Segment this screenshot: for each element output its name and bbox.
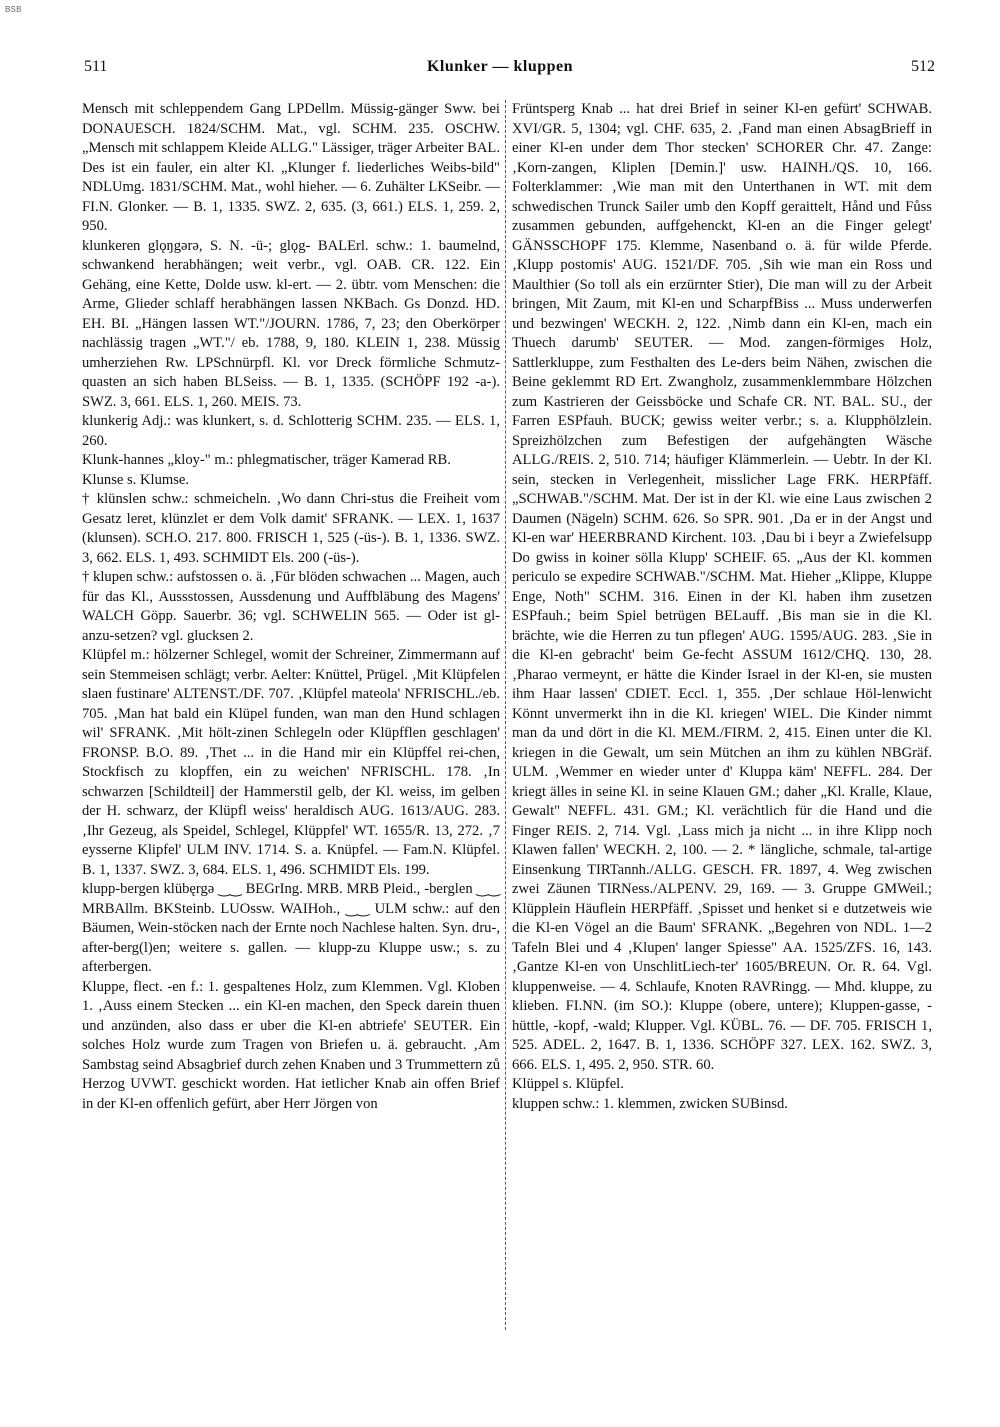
right-column	[512, 100, 932, 1114]
entry-kluppe: Kluppe, flect. -en f.: 1. gespaltenes Holz, zum Klemmen. Vgl. Kloben 1. ‚Auss einem Stecken ... ein Kl-en machen, den Speck darein thuen und anzünden, also dass er uber die Kl-en abtriefe' SEUTER. Ein solches Holz wurde zum Tragen von Briefen u. ä. gebraucht. ‚Am Sambstag seind Absagbrief durch zehen Knaben und 3 Trummettern zů Herzog UVWT. geschickt worden. Hat ietlicher Knab ain offen Brief in der Kl-en offenlich gefürt, aber Herr Jörgen von	[82, 978, 500, 1112]
entry-kluenslen: † klünslen schw.: schmeicheln. ‚Wo dann Chri-stus die Freiheit vom Gesatz leret, klünzlet er dem Volk damit' SFRANK. — LEX. 1, 1637 (klunsen). SCH.O. 217. 800. FRISCH 1, 525 (-üs-). B. 1, 1336. SWZ. 3, 662. ELS. 1, 493. SCHMIDT Els. 200 (-üs-).	[82, 491, 500, 566]
left-column	[82, 100, 500, 1114]
entry-klunse: Klunse s. Klumse.	[82, 471, 190, 488]
library-stamp: BSB	[5, 5, 22, 14]
entry-klueppel: Klüppel s. Klüpfel.	[512, 1076, 624, 1092]
entry-klunkeren: klunkeren glǫŋgǝrǝ, S. N. -ü-; glǫg- BALErl. schw.: 1. baumelnd, schwankend herabhängen; weit verbr., vgl. OAB. CR. 122. Ein Gehäng, eine Kette, Dolde usw. kl-ert. — 2. übtr. vom Menschen: die Arme, Glieder schlaff herabhängen lassen NKBach. Gs Donzd. HD. EH. BI. „Hängen lassen WT."/JOURN. 1786, 7, 23; den Oberkörper nachlässig tragen „WT."/ eb. 1788, 9, 180. KLEIN 1, 238. Müssig umherziehen Rw. LPSchnürpfl. Kl. vor Dreck förmliche Schmutz-quasten an sich haben BLSeiss. — B. 1, 1335. (SCHÖPF 192 -a-). SWZ. 3, 661. ELS. 1, 260. MEIS. 73.	[82, 237, 500, 410]
page-number-left: 511	[84, 58, 108, 75]
entry-paragraph: Mensch mit schleppendem Gang LPDellm. Müssig-gänger Sww. bei DONAUESCH. 1824/SCHM. Mat., vgl. SCHM. 235. OSCHW. „Mensch mit schlappem Kleide ALLG." Lässiger, träger Arbeiter BAL. Des ist ein fauler, ein alter Kl. „Klunger f. liederliches Weibs-bild" NDLUmg. 1831/SCHM. Mat., wohl hieher. — 6. Zuhälter LKSeibr. — FI.N. Glonker. — B. 1, 1335. SWZ. 2, 635. (3, 661.) ELS. 1, 259. 2, 950.	[82, 101, 500, 234]
entry-klupen: † klupen schw.: aufstossen o. ä. ‚Für blöden schwachen ... Magen, auch für das Kl., Aussstossen, Aussdenung und Auffbläbung des Magens' WALCH Göpp. Sauerbr. 36; vgl. SCHWELIN 565. — Oder ist gl- anzu-setzen? vgl. glucksen 2.	[82, 569, 500, 644]
entry-kluppen: kluppen schw.: 1. klemmen, zwicken SUBinsd.	[512, 1095, 788, 1112]
entry-klunk-hannes: Klunk-hannes „kloy-" m.: phlegmatischer, träger Kamerad RB.	[82, 452, 451, 468]
entry-klunkerig: klunkerig Adj.: was klunkert, s. d. Schlotterig SCHM. 235. — ELS. 1, 260.	[82, 413, 500, 449]
entry-klupp-bergen: klupp-bergen klübęrgǝ ‿‿ BEGrIng. MRB. MRB Pleid., -berglen ‿‿ MRBAllm. BKSteinb. LUOssw. WAIHoh., ‿‿ ULM schw.: auf den Bäumen, Wein-stöcken nach der Ernte noch Nachlese halten. Syn. dru-, after-berg(l)en; weitere s. gallen. — klupp-zu Kluppe usw.; s. zu afterbergen.	[82, 881, 500, 975]
column-divider	[505, 100, 506, 1330]
entry-kluppe-continued: Früntsperg Knab ... hat drei Brief in seiner Kl-en gefürt' SCHWAB. XVI/GR. 5, 1304; vgl. CHF. 635, 2. ‚Fand man einen AbsagBrieff in einer Kl-en under dem Thor stecken' SCHORER Chr. 47. Zange: ‚Korn-zangen, Kliplen [Demin.]' usw. HAINH./QS. 10, 166. Folterklammer: ‚Wie man mit den Unterthanen in WT. mit dem schwedischen Trunck Sailer umb den Kopff geraittelt, Hånd und Fůss zusammen gebunden, auffgehenckt, Kl-en an die Finger gelegt' GÄNSSCHOPF 175. Klemme, Nasenband o. ä. für wilde Pferde. ‚Klupp postomis' AUG. 1521/DF. 705. ‚Sih wie man ein Ross und Maulthier (So toll als ein erzürnter Stier), Die man will zu der Arbeit bringen, Mit Zaum, mit Kl-en und ScharpfBiss ... Muss underwerfen und bezwingen' WECKH. 2, 122. ‚Nimb dann ein Kl-en, mach ein Thuech darumb' SEUTER. — Mod. zangen-förmiges Holz, Sattlerkluppe, zum Festhalten des Le-ders beim Nähen, zwischen die Beine geklemmt RD Ert. Zwangholz, zusammenklemmbare Hölzchen zum Kastrieren der Geissböcke und Schafe CR. NT. BAL. SU., der Farren ESPfauh. BUCK; gewiss weiter verbr.; s. a. Klupphölzlein. Spreizhölzchen zum Befestigen der aufgehängten Wäsche ALLG./REIS. 2, 510. 714; häufiger Klämmerlein. — Uebtr. In der Kl. sein, stecken in Verlegenheit, misslicher Lage FRK. HERPfäff. „SCHWAB."/SCHM. Mat. Der ist in der Kl. wie eine Laus zwischen 2 Daumen (Nägeln) SCHM. 626. So SPR. 901. ‚Da er in der Angst und Kl-en war' HEERBRAND Kirchent. 103. ‚Dau bi i beyr a Zwiefelsupp Do gwiss in koiner sölla Klupp' SCHEIF. 65. „Aus der Kl. kommen periculo se expedire SCHWAB."/SCHM. Mat. Hieher „Klippe, Kluppe Enge, Noth" SCHM. 316. Einen in der Kl. haben ihm zusetzen ESPfauh.; beim Spiel betrügen BELauff. ‚Bis man sie in die Kl. brächte, wie die Herren zu tun pflegen' AUG. 1595/AUG. 283. ‚Sie in die Kl-en gebracht' beim Ge-fecht ASSUM 1612/CHQ. 130, 28. ‚Pharao vermeynt, er hätte die Kinder Israel in der Kl-en, sie musten ihm Haar lassen' CDIET. Eccl. 1, 355. ‚Der schlaue Höl-lenwicht Könnt unvermerkt ihn in die Kl. kriegen' WIEL. Die Kinder nimmt man da und dört in die Kl. MEM./FIRM. 2, 415. Einen unter die Kl. kriegen in die Gewalt, um sein Mütchen an ihm zu kühlen NBGräf. ULM. ‚Wemmer en wieder unter d' Kluppa käm' NEFFL. 284. Der kriegt älles in seine Kl. in seine Klauen GM.; daher „Kl. Kralle, Klaue, Gewalt" NEFFL. 431. GM.; Kl. verächtlich für die Hand und die Finger REIS. 2, 714. Vgl. ‚Lass mich ja nicht ... in ihre Klipp noch Klawen fallen' WECKH. 2, 100. — 2. * längliche, schmale, tal-artige Einsenkung TIRTannh./ALLG. GESCH. FR. 1897, 4. Weg zwischen zwei Zäunen TIRNess./ALPENV. 29, 169. — 3. Gruppe GMWeil.; Klüpplein Häuflein HERPfäff. ‚Spisset und henket si e dutzetweis wie die Kl-en Vögel an die Baum' SFRANK. „Begehren von NDL. 1—2 Tafeln Blei und 4 ‚Klupen' langer Spiesse" AA. 1525/ZFS. 16, 143. ‚Gantze Kl-en von UnschlitLiech-ter' 1605/BREUN. Or. R. 64. Vgl. kluppenweise. — 4. Schlaufe, Knoten RAVRingg. — Mhd. kluppe, zu klieben. FI.NN. (im SO.): Kluppe (obere, untere); Kluppen-gasse, -hüttle, -kopf, -wald; Klupper. Vgl. KÜBL. 76. — DF. 705. FRISCH 1, 525. ADEL. 2, 1647. B. 1, 1336. SCHÖPF 327. LEX. 162. SWZ. 3, 666. ELS. 1, 495. 2, 950. STR. 60.	[512, 101, 932, 1073]
entry-kluepfel: Klüpfel m.: hölzerner Schlegel, womit der Schreiner, Zimmermann auf sein Stemmeisen schlägt; verbr. Aelter: Knüttel, Prügel. ‚Mit Klüpfelen slaen fustinare' ALTENST./DF. 707. ‚Klüpfel mateola' NFRISCHL./eb. 705. ‚Man hat bald ein Klüpel funden, wan man den Hund schlagen wil' SFRANK. ‚Mit hölt-zinen Schlegeln oder Klüpfflen geschlagen' FRONSP. B.O. 89. ‚Thet ... in die Hand mir ein Klüpffel rei-chen, Stockfisch zu klopffen, ein zu weichen' NFRISCHL. 178. ‚In schwarzen [Schildteil] der Hammerstil gelb, der Kl. weiss, im gelben der H. schwarz, der Klüpfl weiss' heraldisch AUG. 1613/AUG. 283. ‚Ihr Gezeug, als Speidel, Schlegel, Klüppfel' WT. 1655/R. 13, 272. ‚7 eysserne Klipfel' ULM INV. 1714. S. a. Knüpfel. — Fam.N. Klüpfel. B. 1, 1337. SWZ. 3, 684. ELS. 1, 496. SCHMIDT Els. 199.	[82, 647, 500, 878]
page-number-right: 512	[911, 58, 935, 75]
running-title: Klunker — kluppen	[426, 58, 574, 75]
page-header	[0, 58, 1000, 82]
